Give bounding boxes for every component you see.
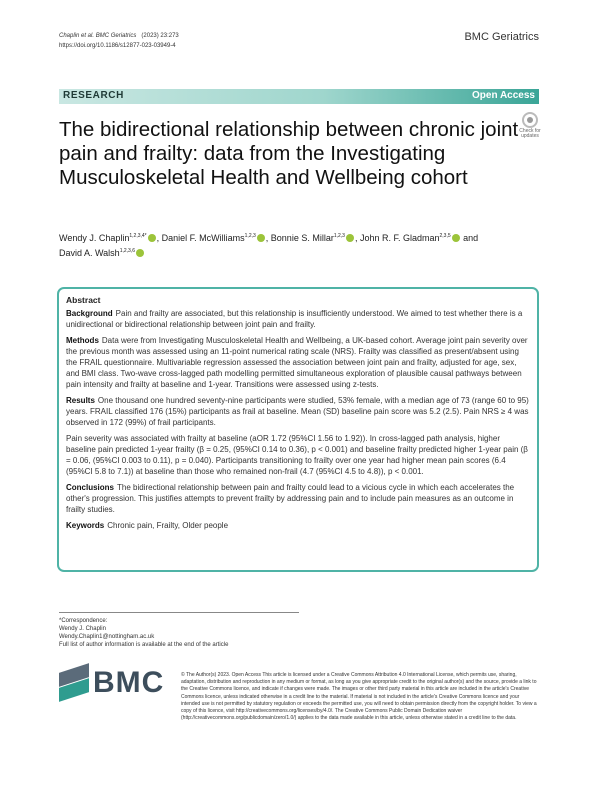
- abstract-conclusions: [66, 482, 531, 515]
- check-for-updates-badge[interactable]: [519, 112, 541, 139]
- background-label: Background: [66, 309, 113, 318]
- abstract-box: [57, 287, 539, 572]
- article-type-banner: [59, 89, 539, 104]
- abstract-background: [66, 308, 531, 330]
- author-affiliation: 1,2,3,6: [119, 248, 135, 254]
- results-label: Results: [66, 396, 95, 405]
- citation-journal: BMC Geriatrics: [95, 33, 137, 39]
- abstract-results: [66, 395, 531, 428]
- conclusions-text: The bidirectional relationship between pain and frailty could lead to a vicious cycle in which each accelerates the other's progression. This justifies attempts to prevent frailty by addressing pain and to include pain measures as an outcome in frailty studies.: [66, 483, 515, 514]
- orcid-icon[interactable]: [257, 234, 265, 242]
- bmc-logo-text: BMC: [93, 666, 165, 699]
- authors-conjunction: and: [463, 233, 479, 243]
- citation-header: [59, 31, 179, 51]
- keywords-label: Keywords: [66, 521, 105, 530]
- author-name[interactable]: John R. F. Gladman: [359, 233, 440, 243]
- background-text: Pain and frailty are associated, but this relationship is insufficiently understood. We aimed to test whether there is a unidirectional or bidirectional relationship between joint pain and frailty.: [66, 309, 523, 329]
- orcid-icon[interactable]: [148, 234, 156, 242]
- orcid-icon[interactable]: [452, 234, 460, 242]
- correspondence-label: *Correspondence:: [59, 618, 108, 624]
- doi-link[interactable]: https://doi.org/10.1186/s12877-023-03949-4: [59, 43, 176, 49]
- author-name[interactable]: Daniel F. McWilliams: [161, 233, 245, 243]
- correspondence-name: Wendy J. Chaplin: [59, 626, 106, 632]
- methods-label: Methods: [66, 336, 99, 345]
- open-access-label: Open Access: [472, 90, 535, 101]
- article-type-label: RESEARCH: [63, 90, 124, 101]
- abstract-heading: Abstract: [66, 295, 101, 305]
- check-for-updates-text: Check for updates: [519, 128, 541, 139]
- author-affiliation: 1,2,3: [244, 233, 256, 239]
- author-name[interactable]: Wendy J. Chaplin: [59, 233, 130, 243]
- author-info-note: Full list of author information is available at the end of the article: [59, 642, 229, 648]
- abstract-keywords: [66, 520, 531, 531]
- bmc-logo: [59, 666, 169, 704]
- abstract-results-continued: Pain severity was associated with frailty at baseline (aOR 1.72 (95%CI 1.56 to 1.92)). In cross-lagged path analysis, higher baseline pain predicted 1-year frailty (β = 0.25, (95%CI 0.14 to 0.36), p < 0.001) and baseline frailty predicted higher 1-year pain (β = 0.06, (95%CI 0.003 to 0.11), p = 0.040). Participants transitioning to frailty over one year had higher mean pain scores (6.4 (95%CI 5.8 to 7.1)) at baseline than those who remained non-frail (4.7 (95%CI 4.5 to 4.8)), p < 0.001.: [66, 434, 528, 476]
- author-name[interactable]: Bonnie S. Millar: [270, 233, 334, 243]
- citation-ref: (2023) 23:273: [141, 33, 179, 39]
- orcid-icon[interactable]: [346, 234, 354, 242]
- author-list: Wendy J. Chaplin$^{1,2,3,4*}$ , Daniel F. McWilliams$^{1,2,3}$ , Bonnie S. Millar$^{1,2,3}$ , John R. F. Gladman$^{2,3,5}$ and David A. Walsh$^{1,2,3,6}$: [59, 233, 479, 258]
- article-title: The bidirectional relationship between chronic joint pain and frailty: data from the Investigating Musculoskeletal Health and Wellbeing cohort: [59, 118, 519, 189]
- correspondence-email[interactable]: Wendy.Chaplin1@nottingham.ac.uk: [59, 634, 155, 640]
- conclusions-label: Conclusions: [66, 483, 115, 492]
- correspondence-block: [59, 612, 299, 649]
- license-text: © The Author(s) 2023. Open Access This article is licensed under a Creative Commons Attribution 4.0 International License, which permits use, sharing, adaptation, distribution and reproduction in any medium or format, as long as you give appropriate credit to the original author(s) and the source, provide a link to the Creative Commons licence, and indicate if changes were made. The images or other third party material in this article are included in the article's Creative Commons licence, unless indicated otherwise in a credit line to the material. If material is not included in the article's Creative Commons licence and your intended use is not permitted by statutory regulation or exceeds the permitted use, you will need to obtain permission directly from the copyright holder. To view a copy of this licence, visit http://creativecommons.org/licenses/by/4.0/. The Creative Commons Public Domain Dedication waiver (http://creativecommons.org/publicdomain/zero/1.0/) applies to the data made available in this article, unless otherwise stated in a credit line to the data.: [181, 672, 537, 722]
- author-name[interactable]: David A. Walsh: [59, 248, 120, 258]
- author-affiliation: 1,2,3,4*: [129, 233, 147, 239]
- check-for-updates-icon: [522, 112, 538, 128]
- journal-name: BMC Geriatrics: [464, 31, 539, 43]
- orcid-icon[interactable]: [136, 249, 144, 257]
- bmc-logo-icon: [59, 668, 89, 700]
- author-affiliation: 2,3,5: [439, 233, 451, 239]
- methods-text: Data were from Investigating Musculoskeletal Health and Wellbeing, a UK-based cohort. Average joint pain severity over the previous month was assessed using an 11-point numerical rating scale (NRS). Frailty was classified as present/absent using the FRAIL questionnaire. Multivariable regression assessed the association between joint pain and frailty, adjusted for age, sex, and BMI class. Two-wave cross-lagged path modelling permitted simultaneous exploration of plausible causal pathways between pain intensity and frailty at baseline and 1-year. Transitions were assessed using z-tests.: [66, 336, 528, 389]
- results-text: One thousand one hundred seventy-nine participants were studied, 53% female, with a median age of 73 (range 60 to 95) years. FRAIL classified 176 (15%) participants as frail at baseline. Mean (SD) baseline pain score was 5.2 (2.5). Pain NRS ≥ 4 was observed in 172 (99%) of frail participants.: [66, 396, 529, 427]
- citation-authors: Chaplin et al.: [59, 33, 95, 39]
- keywords-text: Chronic pain, Frailty, Older people: [107, 521, 229, 530]
- abstract-methods: [66, 335, 531, 390]
- author-affiliation: 1,2,3: [333, 233, 345, 239]
